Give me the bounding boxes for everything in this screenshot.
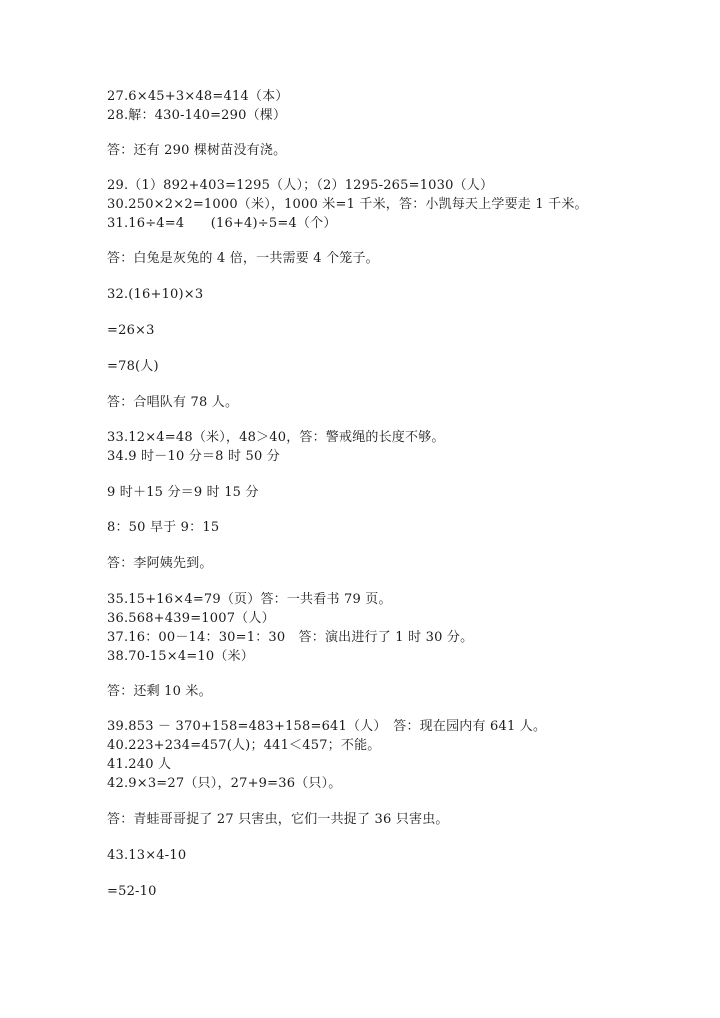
- answer-line-32-step-2: =78(人): [107, 359, 159, 374]
- answer-line-40: 40.223+234=457(人)；441＜457；不能。: [107, 738, 381, 753]
- answer-line-39: 39.853 － 370+158=483+158=641（人） 答：现在园内有 641 人。: [107, 719, 547, 734]
- answer-line-30: 30.250×2×2=1000（米），1000 米=1 千米，答：小凯每天上学要走 1 千米。: [107, 197, 588, 212]
- answer-line-38: 38.70-15×4=10（米）: [107, 649, 254, 664]
- answer-line-34-conclusion: 答：李阿姨先到。: [107, 556, 213, 571]
- answer-line-34: 34.9 时－10 分＝8 时 50 分: [107, 449, 280, 464]
- answer-line-31-conclusion: 答：白兔是灰兔的 4 倍，一共需要 4 个笼子。: [107, 251, 379, 266]
- answer-line-34-step-2: 8：50 早于 9：15: [107, 520, 220, 535]
- answer-line-35: 35.15+16×4=79（页）答：一共看书 79 页。: [107, 592, 392, 607]
- answer-line-29: 29.（1）892+403=1295（人）；（2）1295-265=1030（人）: [107, 178, 494, 193]
- answer-line-33: 33.12×4=48（米），48＞40，答：警戒绳的长度不够。: [107, 430, 445, 445]
- answer-line-27: 27.6×45+3×48=414（本）: [107, 89, 289, 104]
- answer-line-28-conclusion: 答：还有 290 棵树苗没有浇。: [107, 143, 287, 158]
- answer-line-43-step-1: =52-10: [107, 884, 157, 899]
- answer-line-34-step-1: 9 时＋15 分＝9 时 15 分: [107, 485, 259, 500]
- answer-line-38-conclusion: 答：还剩 10 米。: [107, 684, 212, 699]
- answer-line-28: 28.解：430-140=290（棵）: [107, 108, 287, 123]
- answer-line-42-conclusion: 答：青蛙哥哥捉了 27 只害虫，它们一共捉了 36 只害虫。: [107, 812, 449, 827]
- answer-line-32: 32.(16+10)×3: [107, 287, 204, 302]
- answer-line-42: 42.9×3=27（只），27+9=36（只）。: [107, 776, 342, 791]
- answer-line-43: 43.13×4-10: [107, 848, 187, 863]
- answer-line-37: 37.16：00－14：30=1：30 答：演出进行了 1 时 30 分。: [107, 630, 474, 645]
- answer-line-32-step-1: =26×3: [107, 323, 155, 338]
- answer-line-32-conclusion: 答：合唱队有 78 人。: [107, 395, 239, 410]
- answer-line-36: 36.568+439=1007（人）: [107, 611, 275, 626]
- answer-line-41: 41.240 人: [107, 757, 172, 772]
- answer-line-31: 31.16÷4=4 (16+4)÷5=4（个）: [107, 216, 337, 231]
